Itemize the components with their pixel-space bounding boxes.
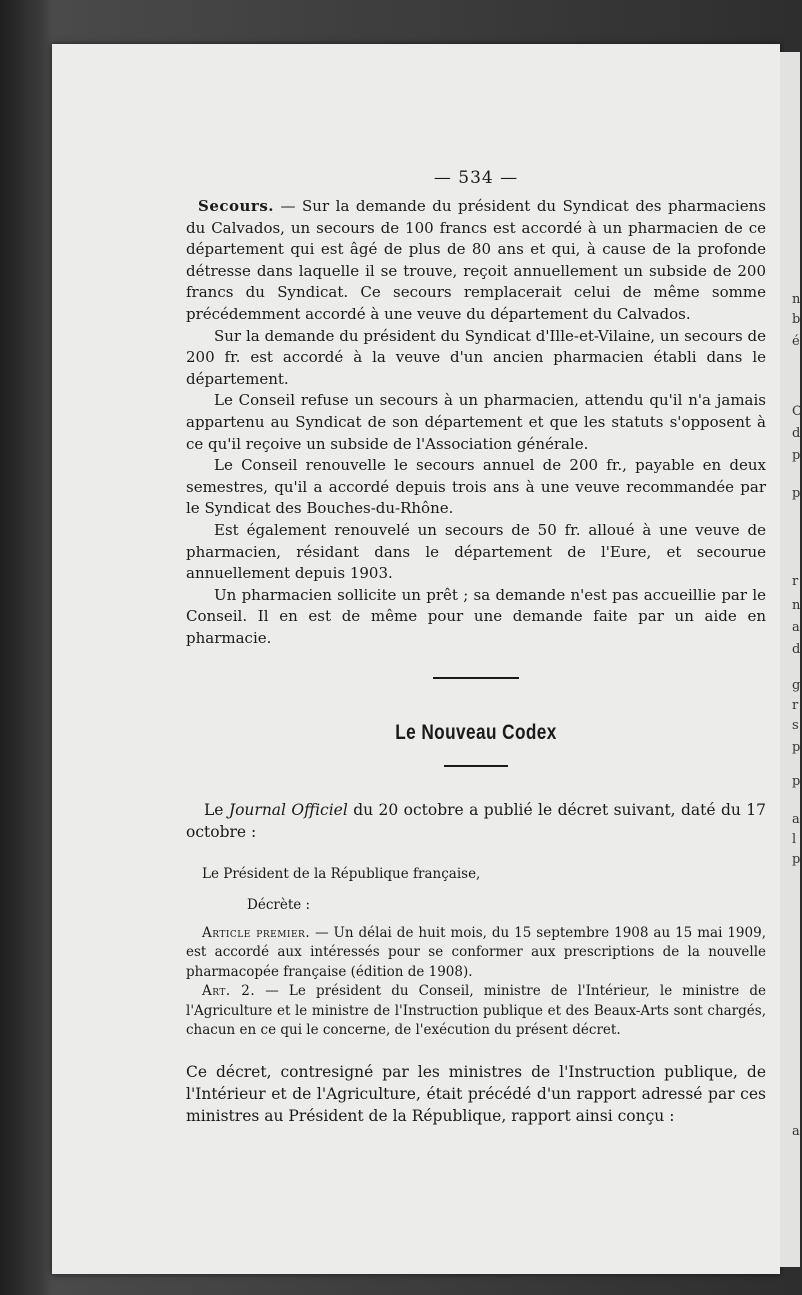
paragraph: Est également renouvelé un secours de 50 fr. alloué à une veuve de pharmacien, résidant dans le département de l'Eure, et secourue annuellement depuis 1903. — [186, 520, 766, 583]
article-label: Art. 2. — [202, 983, 256, 1000]
intro-text-end: du 20 octobre a publié le décret suivant, daté du 17 octobre : — [186, 800, 766, 841]
edge-letter: C — [792, 404, 802, 419]
edge-letter: d — [792, 642, 801, 657]
edge-letter: p — [792, 774, 801, 789]
paragraph: Sur la demande du président du Syndicat d'Ille-et-Vilaine, un secours de 200 fr. est accordé à la veuve d'un ancien pharmacien établi dans le département. — [186, 326, 766, 388]
edge-letter: r — [792, 574, 799, 589]
decree-text — [186, 865, 766, 1041]
edge-letter: l — [792, 832, 797, 847]
page-content — [186, 168, 766, 1127]
edge-letter: g — [792, 678, 801, 693]
paragraph — [186, 196, 766, 326]
edge-letter: b — [792, 312, 801, 327]
edge-letter: p — [792, 852, 801, 867]
paragraph-text: — Sur la demande du président du Syndicat des pharmaciens du Calvados, un secours de 100 francs est accordé à un pharmacien de ce département qui est âgé de plus de 80 ans et qui, à cause de la profonde détresse dans laquelle il se trouve, reçoit annuellement un subside de 200 francs du Syndicat. Ce secours remplacerait celui de même somme précédemment accordé à une veuve du département du Calvados. — [186, 197, 766, 323]
run-in-heading: Secours. — [198, 197, 274, 215]
decree-article-1 — [186, 924, 766, 983]
article-text: — Le président du Conseil, ministre de l'Intérieur, le ministre de l'Agriculture et le ministre de l'Instruction publique et des Beaux-Arts sont chargés, chacun en ce qui le concerne, de l'exécution du présent décret. — [186, 983, 766, 1039]
page-number: — 534 — — [433, 168, 519, 188]
intro-paragraph — [186, 799, 766, 843]
edge-letter: p — [792, 448, 801, 463]
edge-letter: a — [792, 1124, 800, 1139]
decree-decrete: Décrète : — [247, 897, 311, 914]
edge-letter: r — [792, 698, 799, 713]
article-text: — Un délai de huit mois, du 15 septembre 1908 au 15 mai 1909, est accordé aux intéressés pour se conformer aux prescriptions de la nouvelle pharmacopée française (édition de 1908). — [186, 924, 766, 980]
edge-letter: n — [792, 598, 801, 613]
intro-text — [186, 799, 766, 843]
closing-paragraph — [186, 1061, 766, 1127]
edge-letter: p — [792, 740, 801, 755]
edge-letter: n — [792, 292, 801, 307]
edge-letter: d — [792, 426, 801, 441]
intro-text-start: Le — [204, 800, 229, 819]
section-divider-top — [433, 677, 519, 679]
decree-article-2 — [186, 982, 766, 1041]
journal-name: Journal Officiel — [228, 800, 348, 819]
closing-text: Ce décret, contresigné par les ministres de l'Instruction publique, de l'Intérieur et de l'Agriculture, était précédé d'un rapport adressé par ces ministres au Président de la République, rapport ainsi conçu : — [186, 1062, 766, 1125]
article-label: Article premier. — [202, 924, 311, 941]
paragraph: Un pharmacien sollicite un prêt ; sa demande n'est pas accueillie par le Conseil. Il en est de même pour une demande faite par un aide en pharmacie. — [186, 585, 766, 647]
section-title: Le Nouveau Codex — [395, 721, 557, 745]
edge-letter: a — [792, 812, 800, 827]
decree-president: Le Président de la République française, — [202, 865, 481, 882]
edge-letter: a — [792, 620, 800, 635]
edge-letter: s — [792, 718, 799, 733]
relief-section — [186, 196, 766, 649]
paragraph: Le Conseil refuse un secours à un pharmacien, attendu qu'il n'a jamais appartenu au Syndicat de son département et que les statuts s'opposent à ce qu'il reçoive un subside de l'Association générale. — [186, 391, 766, 453]
adjacent-page-edge — [780, 52, 800, 1267]
section-divider-bottom — [444, 765, 508, 767]
paragraph: Le Conseil renouvelle le secours annuel de 200 fr., payable en deux semestres, qu'il a accordé depuis trois ans à une veuve recommandée par le Syndicat des Bouches-du-Rhône. — [186, 456, 766, 518]
edge-letter: p — [792, 486, 801, 501]
edge-letter: é — [792, 334, 800, 349]
